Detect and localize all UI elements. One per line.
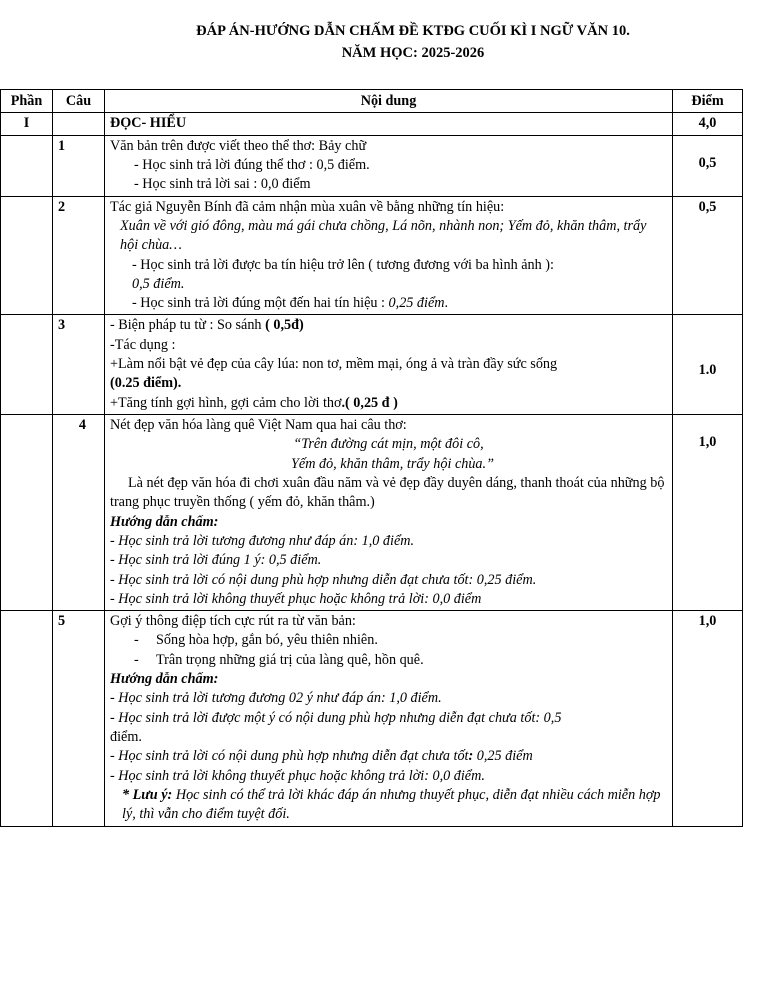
question-score: 0,5	[673, 135, 743, 196]
question-content	[105, 415, 673, 611]
question-score: 1,0	[673, 611, 743, 826]
technique-text: - Biện pháp tu từ : So sánh	[110, 317, 266, 334]
question-score: 1.0	[673, 315, 743, 415]
guide-line: - Học sinh trả lời không thuyết phục hoặc không trả lời: 0,0 điểm.	[110, 767, 485, 784]
grading-score: 0,5 điểm.	[132, 275, 185, 292]
grading-line: - Học sinh trả lời sai : 0,0 điểm	[134, 176, 311, 193]
grading-line: - Học sinh trả lời đúng thể thơ : 0,5 điểm.	[134, 156, 370, 173]
header-score: Điểm	[673, 90, 743, 113]
grading-text: - Học sinh trả lời đúng một đến hai tín hiệu :	[132, 295, 389, 312]
content-paragraph: Là nét đẹp văn hóa đi chơi xuân đầu năm và vẻ đẹp đầy duyên dáng, thanh thoát của những bộ trang phục truyền thống ( yếm đỏ, khăn thâm.)	[110, 474, 665, 511]
content-line	[110, 316, 667, 335]
school-year: NĂM HỌC: 2025-2026	[341, 45, 485, 61]
guide-line: - Học sinh trả lời có nội dung phù hợp nhưng diễn đạt chưa tốt: 0,25 điểm.	[110, 571, 537, 588]
section-row	[1, 113, 743, 135]
guide-line: - Học sinh trả lời không thuyết phục hoặc không trả lời: 0,0 điểm	[110, 590, 482, 607]
document-title: ĐÁP ÁN-HƯỚNG DẪN CHẤM ĐỀ KTĐG CUỐI KÌ I NGỮ VĂN 10.	[196, 23, 630, 39]
guide-score: 0,25 điểm	[476, 748, 533, 765]
content-line: +Làm nổi bật vẻ đẹp của cây lúa: non tơ, mềm mại, óng ả và tràn đầy sức sống	[110, 356, 558, 373]
bullet-dash: -	[134, 632, 139, 649]
question-row-5	[1, 611, 743, 826]
guide-heading: Hướng dẫn chấm:	[110, 513, 219, 530]
poem-line: “Trên đường cát mịn, một đôi cô,	[293, 436, 484, 453]
section-score: 4,0	[673, 113, 743, 135]
content-line: Tác giả Nguyễn Bính đã cảm nhận mùa xuân về bằng những tín hiệu:	[110, 198, 505, 215]
content-line: Nét đẹp văn hóa làng quê Việt Nam qua hai câu thơ:	[110, 417, 407, 433]
question-content	[105, 135, 673, 196]
note	[110, 786, 667, 825]
grading-line	[110, 294, 667, 313]
effect-text: +Tăng tính gợi hình, gợi cảm cho lời thơ	[110, 394, 342, 411]
header-row	[1, 90, 743, 113]
guide-line: - Học sinh trả lời được một ý có nội dung phù hợp nhưng diễn đạt chưa tốt: 0,5	[110, 709, 562, 726]
technique-score: ( 0,5đ)	[265, 317, 304, 334]
question-number: 4	[53, 415, 105, 611]
content-line: Văn bản trên được viết theo thể thơ: Bảy chữ	[110, 137, 367, 154]
content-line: -Tác dụng :	[110, 336, 176, 353]
question-number: 1	[53, 135, 105, 196]
guide-line: - Học sinh trả lời tương đương như đáp án: 1,0 điểm.	[110, 532, 415, 549]
header-question: Câu	[53, 90, 105, 113]
question-score: 0,5	[673, 196, 743, 315]
guide-line: - Học sinh trả lời đúng 1 ý: 0,5 điểm.	[110, 552, 322, 569]
effect-score: (0.25 điểm).	[110, 375, 182, 392]
message-text: Sống hòa hợp, gắn bó, yêu thiên nhiên.	[156, 632, 378, 649]
content-line	[110, 394, 667, 413]
note-text: Học sinh có thể trả lời khác đáp án nhưng thuyết phục, diễn đạt nhiều cách miễn hợp lý, thì vẫn cho điểm tuyệt đối.	[122, 786, 661, 823]
header-content: Nội dung	[105, 90, 673, 113]
guide-line-tail: điểm.	[110, 729, 142, 745]
part-cell	[1, 611, 53, 826]
part-cell	[1, 196, 53, 315]
question-number: 3	[53, 315, 105, 415]
section-part: I	[1, 113, 53, 135]
question-row-1	[1, 135, 743, 196]
question-row-2	[1, 196, 743, 315]
section-question-cell	[53, 113, 105, 135]
content-line: Gợi ý thông điệp tích cực rút ra từ văn bản:	[110, 613, 356, 630]
section-title: ĐỌC- HIỂU	[105, 113, 673, 135]
question-content	[105, 196, 673, 315]
guide-colon: :	[468, 748, 477, 765]
guide-line: - Học sinh trả lời tương đương 02 ý như đáp án: 1,0 điểm.	[110, 690, 442, 707]
question-number: 2	[53, 196, 105, 315]
message-item	[110, 631, 667, 650]
question-content	[105, 611, 673, 826]
question-row-3	[1, 315, 743, 415]
question-number: 5	[53, 611, 105, 826]
guide-line	[110, 747, 667, 766]
message-text: Trân trọng những giá trị của làng quê, hồn quê.	[156, 651, 424, 668]
grading-text: - Học sinh trả lời được ba tín hiệu trở lên ( tương đương với ba hình ảnh ):	[132, 256, 554, 273]
note-label: * Lưu ý:	[122, 786, 173, 803]
guide-heading: Hướng dẫn chấm:	[110, 671, 219, 688]
message-item	[110, 651, 667, 670]
part-cell	[1, 415, 53, 611]
question-row-4	[1, 415, 743, 611]
part-cell	[1, 135, 53, 196]
poem-line: Yếm đỏ, khăn thâm, trẩy hội chùa.”	[291, 455, 494, 472]
guide-text: - Học sinh trả lời có nội dung phù hợp nhưng diễn đạt chưa tốt	[110, 748, 469, 765]
grading-score: 0,25 điểm	[388, 295, 445, 312]
signals-text: Xuân về với gió đông, màu má gái chưa chồng, Lá nõn, nhành non; Yếm đỏ, khăn thâm, trẩy hội chùa…	[120, 217, 647, 254]
bullet-dash: -	[134, 651, 139, 668]
part-cell	[1, 315, 53, 415]
grading-table	[0, 89, 743, 827]
question-score: 1,0	[673, 415, 743, 611]
header-part: Phần	[1, 90, 53, 113]
question-content	[105, 315, 673, 415]
grading-line	[110, 256, 667, 275]
grading-end: .	[444, 295, 449, 312]
effect-score: .( 0,25 đ )	[341, 394, 398, 411]
